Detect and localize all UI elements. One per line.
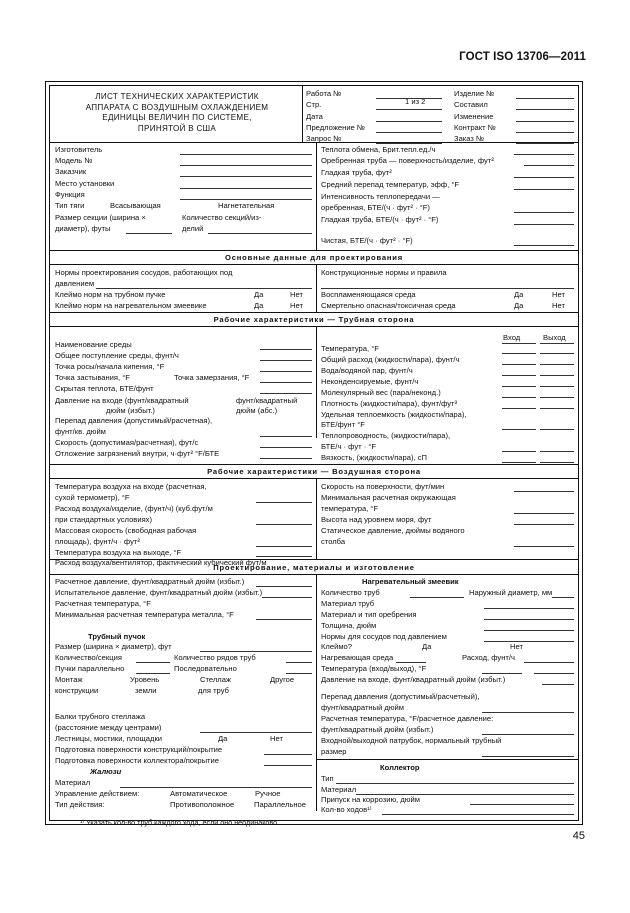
section-air-side: Рабочие характеристики — Воздушная сторона [207, 467, 421, 476]
fluid-name-label: Наименование среды [55, 340, 132, 349]
section-size-label-2: диаметр), футы [55, 224, 111, 233]
finned-btu-label: оребренная, БТЕ/(ч · фут² · °F) [321, 203, 430, 212]
coil-stamp-no[interactable]: Нет [510, 642, 523, 651]
coil-medium-label: Нагревающая среда [321, 653, 394, 662]
mdmt-label: Минимальная расчетная температура металла, °F [55, 610, 234, 619]
action-type-label: Тип действия: [55, 800, 105, 809]
mass-velocity-label-2: площадь), фунт/ч · фут² [55, 537, 140, 546]
tube-in-header: Вход [503, 333, 521, 342]
air-inlet-temp-label-2: сухой термометр), °F [55, 493, 130, 502]
latent-heat-label: Скрытая теплота, БТЕ/фунт [55, 384, 154, 393]
datasheet-inner [49, 85, 579, 821]
actuation-label: Управление действием: [55, 789, 140, 798]
function-label: Функция [55, 190, 85, 199]
rack-label-2: для труб [198, 686, 229, 695]
clean-btu-label: Чистая, БТЕ/(ч · фут² · °F) [321, 236, 413, 245]
standard-code: ГОСТ ISO 13706—2011 [459, 51, 586, 63]
conductivity-label-2: БТЕ/ч · фут · °F [321, 442, 377, 451]
stamp-coil-no[interactable]: Нет [290, 301, 303, 310]
struct-codes-label: Конструкционные нормы и правила [321, 268, 447, 277]
proposal-label: Предложение № [306, 123, 366, 132]
inlet-pressure-label-3: фунт/квадратный [236, 396, 298, 405]
coil-temp-label: Температура (вход/выход), °F [321, 664, 427, 673]
customer-label: Заказчик [55, 167, 87, 176]
coil-heading: Нагревательный змеевик [362, 577, 459, 586]
actuation-manual[interactable]: Ручное [255, 789, 281, 798]
coil-flow-label: Расход, фунт/ч [462, 653, 515, 662]
flammable-label: Воспламеняющаяся среда [321, 290, 416, 299]
coil-tube-mat-label: Материал труб [321, 599, 375, 608]
sp-heat-label-2: БТЕ/фунт °F [321, 420, 365, 429]
coil-od-label: Наружный диаметр, мм [469, 588, 553, 597]
air-inlet-temp-label: Температура воздуха на входе (расчетная, [55, 482, 207, 491]
finned-surface-label: Оребренная труба — поверхность/изделие, фут² [321, 156, 494, 165]
coil-design-label-2: фунт/квадратный дюйм (избыт.) [321, 725, 434, 734]
struct-prep-label: Подготовка поверхности конструкций/покрытие [55, 745, 223, 754]
draft-induced: Всасывающая [110, 201, 161, 210]
sheet-title: ЛИСТ ТЕХНИЧЕСКИХ ХАРАКТЕРИСТИК АППАРАТА С ВОЗДУШНЫМ ОХЛАЖДЕНИЕМ ЕДИНИЦЫ ВЕЛИЧИН ПО СИСТЕМЕ, ПРИНЯТОЙ В США [85, 92, 269, 133]
water-label: Вода/водяной пар, фунт/ч [321, 366, 413, 375]
pressure-codes-label-2: давлением [55, 279, 95, 288]
viscosity-label: Вязкость, (жидкости/пара), сП [321, 453, 427, 462]
dp-label-2: фунт/кв. дюйм [55, 427, 106, 436]
static-pressure-label-2: столба [321, 537, 346, 546]
coil-dp-label: Перепад давления (допустимый/расчетный), [321, 692, 480, 701]
mass-velocity-label: Массовая скорость (свободная рабочая [55, 526, 197, 535]
beams-label-2: (расстояние между центрами) [55, 723, 162, 732]
lethal-label: Смертельно опасная/токсичная среда [321, 301, 456, 310]
section-design: Основные данные для проектирования [225, 253, 403, 262]
job-no-label: Работа № [306, 89, 342, 98]
series-label: Последовательно [174, 664, 237, 673]
design-temp-label: Расчетная температура, °F [55, 599, 151, 608]
density-label: Плотность (жидкости/пара), фунт/фут³ [321, 399, 458, 408]
inlet-pressure-label-4: дюйм (абс.) [236, 406, 278, 415]
velocity-label: Скорость (допустимая/расчетная), фут/с [55, 438, 199, 447]
rows-label: Количество рядов труб [174, 653, 256, 662]
order-label: Заказ № [454, 134, 485, 143]
mount-label-2: конструкции [55, 686, 99, 695]
other-label: Другое [270, 675, 295, 684]
stamp-tube-yes[interactable]: Да [254, 290, 264, 299]
air-outlet-temp-label: Температура воздуха на выходе, °F [55, 548, 182, 557]
air-flow-label: Расход воздуха/изделие, (фунт/ч) (куб.фут/м [55, 504, 213, 513]
coil-inlet-press-label: Давление на входе, фунт/квадратный дюйм (избыт.) [321, 675, 506, 684]
flammable-yes[interactable]: Да [514, 290, 524, 299]
pressure-codes-label: Нормы проектирования сосудов, работающих под [55, 268, 233, 277]
action-opposed[interactable]: Противоположное [170, 800, 235, 809]
lethal-yes[interactable]: Да [514, 301, 524, 310]
pour-point-label: Точка застывания, °F [55, 373, 130, 382]
date-label: Дата [306, 112, 323, 121]
face-velocity-label: Скорость на поверхности, фут/мин [321, 482, 445, 491]
passes-label: Кол-во ходов¹⁾ [321, 805, 372, 814]
collector-heading: Коллектор [380, 763, 420, 772]
heat-exchanged-label: Теплота обмена, Брит.тепл.ед./ч [321, 145, 436, 154]
coil-codes-label: Нормы для сосудов под давлением [321, 632, 447, 641]
corrosion-label: Припуск на коррозию, дюйм [321, 795, 420, 804]
parallel-label: Пучки параллельно [55, 664, 125, 673]
mw-label: Молекулярный вес (пара/неконд.) [321, 388, 441, 397]
request-label: Запрос № [306, 134, 342, 143]
freeze-point-label: Точка замерзания, °F [174, 373, 250, 382]
inlet-pressure-label: Давление на входе (фунт/квадратный [55, 396, 189, 405]
design-pressure-label: Расчетное давление, фунт/квадратный дюйм (избыт.) [55, 577, 245, 586]
total-flow-label: Общее поступление среды, фунт/ч [55, 351, 179, 360]
flammable-no[interactable]: Нет [552, 290, 565, 299]
section-size-label: Размер секции (ширина × [55, 213, 146, 222]
section-tube-side: Рабочие характеристики — Трубная сторона [213, 315, 415, 324]
actuation-auto[interactable]: Автоматическое [170, 789, 228, 798]
footnote: ¹⁾ Указать кол-во труб каждого хода, если оно неодинаково. [80, 818, 280, 827]
louvers-heading: Жалюзи [90, 767, 122, 776]
collector-material-label: Материал [321, 785, 357, 794]
conductivity-label: Теплопроводность, (жидкости/пара), [321, 431, 451, 440]
test-pressure-label: Испытательное давление, фунт/квадратный дюйм (избыт.) [55, 588, 263, 597]
manufacturer-label: Изготовитель [55, 145, 103, 154]
ladders-label: Лестницы, мостики, площадки [55, 734, 163, 743]
coil-stamp-yes[interactable]: Да [422, 642, 432, 651]
fouling-label: Отложение загрязнений внутри, ч·фут² °F/БТЕ [55, 449, 220, 458]
collector-type-label: Тип [321, 774, 334, 783]
action-parallel[interactable]: Параллельное [254, 800, 306, 809]
temperature-label: Температура, °F [321, 344, 379, 353]
datasheet-frame [45, 81, 583, 825]
min-ambient-label: Минимальная расчетная окружающая [321, 493, 456, 502]
rack-label: Стеллаж [200, 675, 232, 684]
stamp-coil-yes[interactable]: Да [254, 301, 264, 310]
dp-label: Перепад давления (допустимый/расчетная), [55, 416, 213, 425]
coil-stamp-label: Клеймо? [321, 642, 352, 651]
min-ambient-label-2: температура, °F [321, 504, 379, 513]
coil-nozzle-label-2: размер [321, 747, 347, 756]
static-pressure-label: Статическое давление, дюймы водяного [321, 526, 465, 535]
sp-heat-label: Удельная теплоемкость (жидкости/пара), [321, 410, 467, 419]
bare-btu-label: Гладкая труба, БТЕ/(ч · фут² · °F) [321, 215, 439, 224]
sections-count-label: Количество секций/из- [182, 213, 262, 222]
stamp-coil-label: Клеймо норм на нагревательном змеевике [55, 301, 207, 310]
stamp-tube-label: Клеймо норм на трубном пучке [55, 290, 166, 299]
transfer-label: Интенсивность теплопередачи — [321, 192, 440, 201]
lethal-no[interactable]: Нет [552, 301, 565, 310]
coil-tubes-label: Количество труб [321, 588, 380, 597]
beams-label: Балки трубного стеллажа [55, 712, 146, 721]
coil-thickness-label: Толщина, дюйм [321, 621, 377, 630]
ladders-yes[interactable]: Да [218, 734, 228, 743]
per-section-label: Количество/секция [55, 653, 122, 662]
page-number: 45 [572, 830, 585, 842]
item-label: Изделие № [454, 89, 495, 98]
mount-label: Монтаж [55, 675, 83, 684]
air-flow-label-2: при стандартных условиях) [55, 515, 153, 524]
grade-label-2: земли [135, 686, 157, 695]
stamp-tube-no[interactable]: Нет [290, 290, 303, 299]
bare-tube-label: Гладкая труба, фут² [321, 168, 392, 177]
sections-count-label-2: делий [182, 224, 204, 233]
dew-point-label: Точка росы/начала кипения, °F [55, 362, 165, 371]
mtd-label: Средний перепад температур, эфф, °F [321, 180, 460, 189]
compiled-label: Составил [454, 100, 488, 109]
model-label: Модель № [55, 156, 93, 165]
page-value: 1 из 2 [405, 97, 426, 106]
coil-dp-label-2: фунт/квадратный дюйм [321, 703, 405, 712]
inlet-pressure-label-2: дюйм (избыт.) [106, 406, 155, 415]
change-label: Изменение [454, 112, 494, 121]
coil-nozzle-label: Входной/выходной патрубок, нормальный трубный [321, 736, 502, 745]
flow-label: Общий расход (жидкости/пара), фунт/ч [321, 355, 460, 364]
draft-type-label: Тип тяги [55, 201, 85, 210]
grade-label: Уровень [130, 675, 160, 684]
coil-fin-label: Материал и тип оребрения [321, 610, 417, 619]
louver-material-label: Материал [55, 778, 91, 787]
coil-design-label: Расчетная температура, °F/расчетное давление: [321, 714, 494, 723]
noncond-label: Неконденсируемые, фунт/ч [321, 377, 419, 386]
section-construction: Проектирование, материалы и изготовление [213, 563, 415, 572]
tube-out-header: Выход [543, 333, 566, 342]
draft-forced: Нагнетательная [218, 201, 275, 210]
bundle-size-label: Размер (ширина × диаметр), фут [55, 642, 172, 651]
header-prep-label: Подготовка поверхности коллектора/покрытие [55, 756, 219, 765]
altitude-label: Высота над уровнем моря, фут [321, 515, 432, 524]
ladders-no[interactable]: Нет [270, 734, 283, 743]
contract-label: Контракт № [454, 123, 496, 132]
location-label: Место установки [55, 179, 115, 188]
page-label: Стр. [306, 100, 322, 109]
bundle-heading: Трубный пучок [88, 632, 146, 641]
fan-flow-label: Расход воздуха/вентилятор, фактический кубический фут/м [55, 558, 267, 567]
